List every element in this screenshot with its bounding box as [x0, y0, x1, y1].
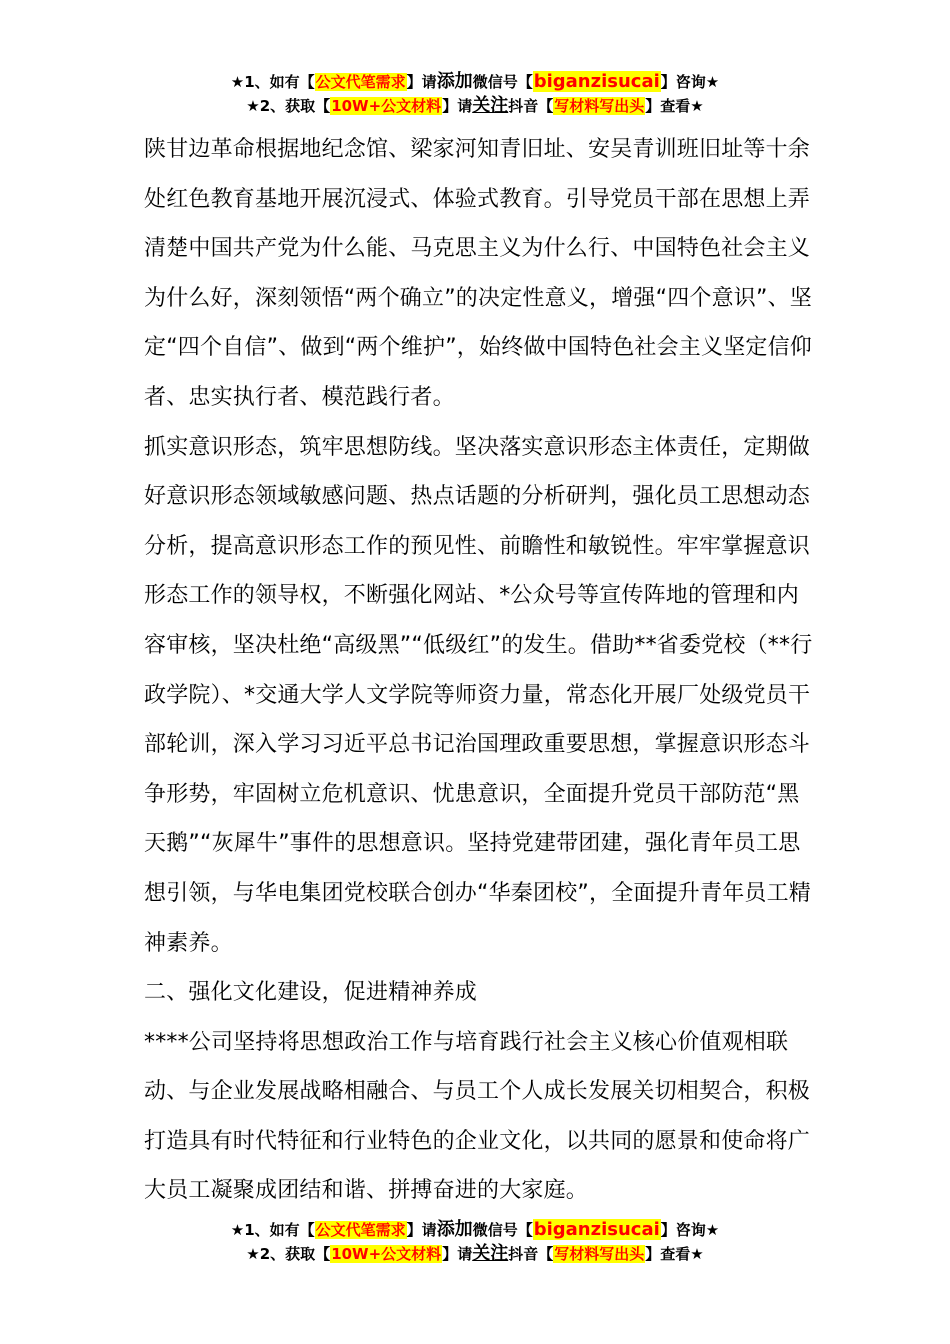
banner-wechat-id: biganzisucai: [533, 1219, 660, 1240]
banner-text: 】请: [442, 1245, 473, 1263]
banner-text: 】请: [442, 97, 473, 115]
banner-highlight: 公文代笔需求: [315, 1221, 406, 1239]
banner-text: 微信号【: [472, 1221, 533, 1239]
section-heading: 二、强化文化建设，促进精神养成: [144, 980, 478, 1006]
banner-wechat-id: biganzisucai: [533, 71, 660, 92]
header-banner: [0, 70, 950, 118]
banner-highlight: 公文代笔需求: [315, 73, 406, 91]
banner-line-1: [0, 1218, 950, 1242]
banner-text: 抖音【: [508, 1245, 554, 1263]
banner-text: ★1、如有【: [230, 73, 315, 91]
paragraph: 陕甘边革命根据地纪念馆、梁家河知青旧址、安吴青训班旧址等十余处红色教育基地开展沉浸式、体验式教育。引导党员干部在思想上弄清楚中国共产党为什么能、马克思主义为什么行、中国特色社会主义为什么好，深刻领悟“两个确立”的决定性意义，增强“四个意识”、坚定“四个自信”、做到“两个维护”，始终做中国特色社会主义坚定信仰者、忠实执行者、模范践行者。: [144, 137, 812, 410]
banner-text: 】咨询★: [660, 1221, 720, 1239]
banner-text: ★2、获取【: [246, 1245, 331, 1263]
banner-line-1: [0, 70, 950, 94]
banner-text: 】查看★: [645, 97, 704, 115]
banner-douyin-id: 写材料写出头: [554, 1245, 645, 1263]
banner-emphasis: 添加: [436, 71, 473, 92]
banner-emphasis: 关注: [472, 95, 509, 116]
banner-text: ★2、获取【: [246, 97, 331, 115]
banner-text: 】查看★: [645, 1245, 704, 1263]
banner-emphasis: 关注: [472, 1243, 509, 1264]
footer-banner: [0, 1218, 950, 1266]
banner-douyin-id: 写材料写出头: [554, 97, 645, 115]
banner-line-2: [0, 94, 950, 118]
paragraph: 抓实意识形态，筑牢思想防线。坚决落实意识形态主体责任，定期做好意识形态领域敏感问题、热点话题的分析研判，强化员工思想动态分析，提高意识形态工作的预见性、前瞻性和敏锐性。牢牢掌握意识形态工作的领导权，不断强化网站、*公众号等宣传阵地的管理和内容审核，坚决杜绝“高级黑”“低级红”的发生。借助**省委党校（**行政学院）、*交通大学人文学院等师资力量，常态化开展厂处级党员干部轮训，深入学习习近平总书记治国理政重要思想，掌握意识形态斗争形势，牢固树立危机意识、忧患意识，全面提升党员干部防范“黑天鹅”“灰犀牛”事件的思想意识。坚持党建带团建，强化青年员工思想引领，与华电集团党校联合创办“华秦团校”，全面提升青年员工精神素养。: [144, 434, 813, 956]
banner-highlight: 10W+公文材料: [331, 97, 442, 115]
paragraph: ****公司坚持将思想政治工作与培育践行社会主义核心价值观相联动、与企业发展战略相融合、与员工个人成长发展关切相契合，积极打造具有时代特征和行业特色的企业文化，以共同的愿景和使命将广大员工凝聚成团结和谐、拼搏奋进的大家庭。: [144, 1029, 811, 1204]
banner-text: 】请: [406, 73, 437, 91]
banner-text: 】咨询★: [660, 73, 720, 91]
document-body: [144, 125, 814, 1216]
banner-highlight: 10W+公文材料: [331, 1245, 442, 1263]
banner-text: ★1、如有【: [230, 1221, 315, 1239]
banner-text: 】请: [406, 1221, 437, 1239]
banner-line-2: [0, 1242, 950, 1266]
banner-text: 抖音【: [508, 97, 554, 115]
banner-text: 微信号【: [472, 73, 533, 91]
banner-emphasis: 添加: [436, 1219, 473, 1240]
